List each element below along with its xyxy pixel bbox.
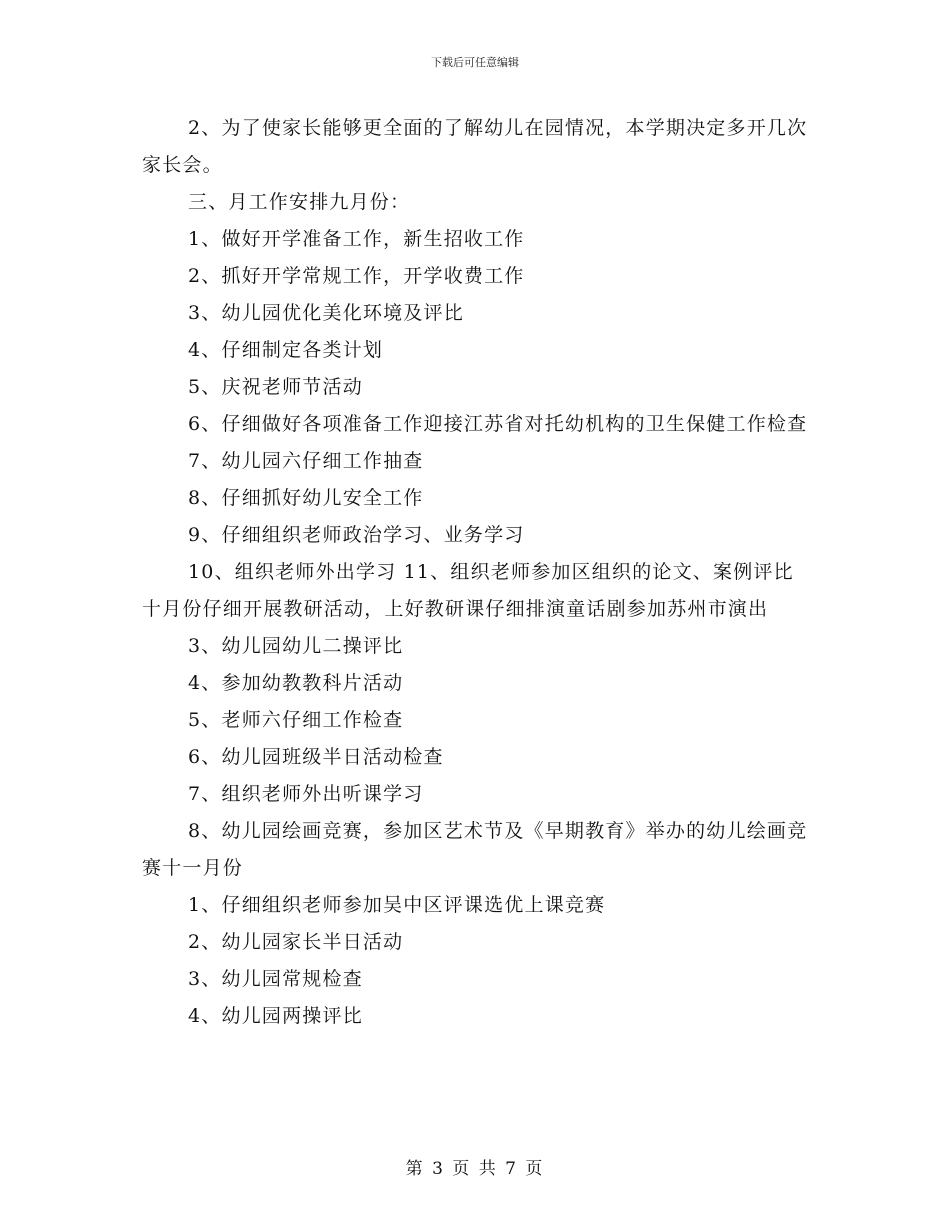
document-body (142, 110, 810, 1035)
page-number-footer: 第 3 页 共 7 页 (405, 1159, 545, 1179)
list-item: 8、幼儿园绘画竞赛，参加区艺术节及《早期教育》举办的幼儿绘画竞赛十一月份 (142, 820, 808, 879)
page-header-note: 下载后可任意编辑 (431, 56, 519, 69)
list-item: 3、幼儿园优化美化环境及评比 (188, 302, 464, 324)
list-item: 6、仔细做好各项准备工作迎接江苏省对托幼机构的卫生保健工作检查 (188, 413, 808, 435)
section-heading-monthly-plan: 三、月工作安排九月份： (188, 191, 411, 213)
list-item: 8、仔细抓好幼儿安全工作 (188, 487, 424, 509)
list-item: 4、参加幼教教科片活动 (188, 672, 404, 694)
list-item: 10、组织老师外出学习 11、组织老师参加区组织的论文、案例评比十月份仔细开展教研活动，上好教研课仔细排演童话剧参加苏州市演出 (142, 561, 794, 620)
paragraph-parent-meetings: 2、为了使家长能够更全面的了解幼儿在园情况，本学期决定多开几次家长会。 (142, 117, 808, 176)
list-item: 3、幼儿园常规检查 (188, 968, 363, 990)
list-item: 4、幼儿园两操评比 (188, 1005, 363, 1027)
list-item: 7、组织老师外出听课学习 (188, 783, 424, 805)
list-item: 1、做好开学准备工作，新生招收工作 (188, 228, 525, 250)
list-item: 4、仔细制定各类计划 (188, 339, 384, 361)
list-item: 2、抓好开学常规工作，开学收费工作 (188, 265, 525, 287)
list-item: 3、幼儿园幼儿二操评比 (188, 635, 404, 657)
list-item: 6、幼儿园班级半日活动检查 (188, 746, 444, 768)
list-item: 9、仔细组织老师政治学习、业务学习 (188, 524, 525, 546)
list-item: 2、幼儿园家长半日活动 (188, 931, 404, 953)
list-item: 5、庆祝老师节活动 (188, 376, 363, 398)
list-item: 1、仔细组织老师参加吴中区评课选优上课竞赛 (188, 894, 606, 916)
list-item: 5、老师六仔细工作检查 (188, 709, 404, 731)
list-item: 7、幼儿园六仔细工作抽查 (188, 450, 424, 472)
